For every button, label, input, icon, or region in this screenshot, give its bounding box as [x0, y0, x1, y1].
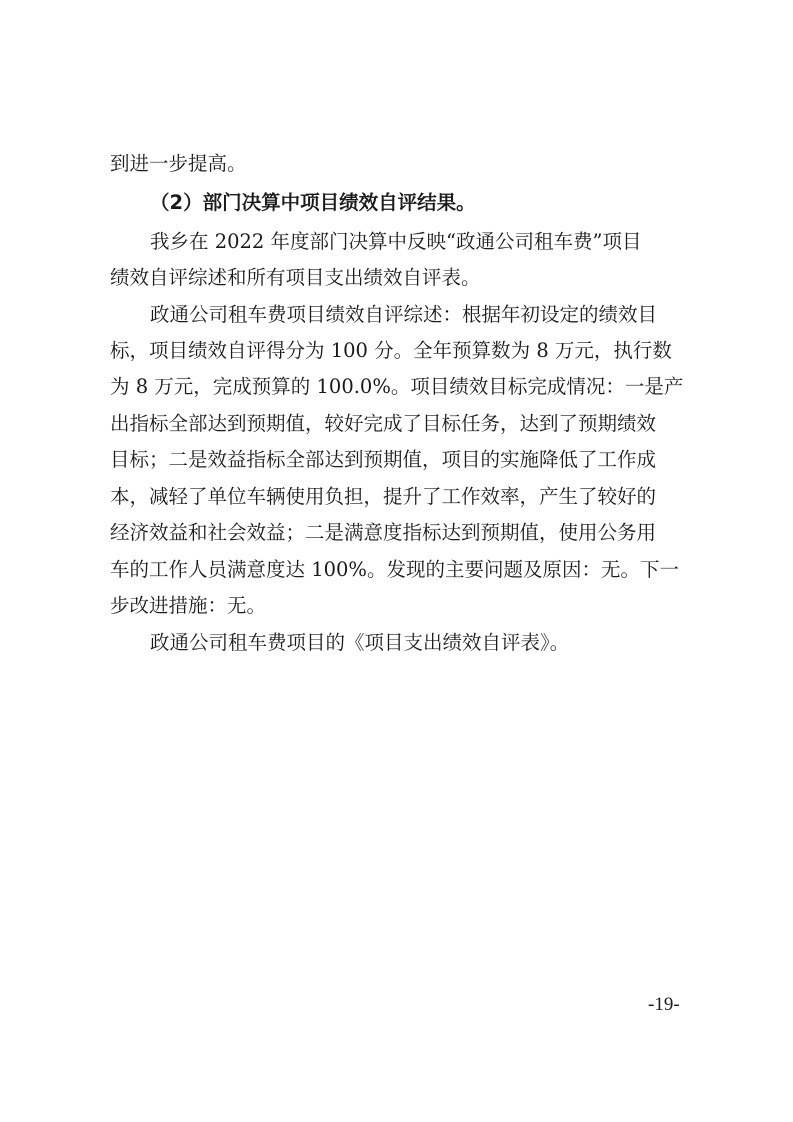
page-number: -19-: [648, 994, 680, 1015]
paragraph-line: 政通公司租车费项目的《项目支出绩效自评表》。: [150, 631, 570, 654]
paragraph-line: 车的工作人员满意度达 100%。发现的主要问题及原因：无。下一: [110, 558, 679, 581]
paragraph-line: 标，项目绩效自评得分为 100 分。全年预算数为 8 万元，执行数: [110, 339, 672, 362]
section-heading: （2）部门决算中项目绩效自评结果。: [150, 191, 476, 214]
paragraph-line: 政通公司租车费项目绩效自评综述：根据年初设定的绩效目: [150, 303, 658, 326]
paragraph-line: 绩效自评综述和所有项目支出绩效自评表。: [110, 266, 481, 289]
paragraph-line: 为 8 万元，完成预算的 100.0%。项目绩效目标完成情况：一是产: [110, 375, 684, 398]
continuation-text: 到进一步提高。: [110, 152, 247, 175]
paragraph-line: 目标；二是效益指标全部达到预期值，项目的实施降低了工作成: [110, 448, 657, 471]
paragraph-line: 步改进措施：无。: [110, 594, 267, 617]
paragraph-line: 经济效益和社会效益；二是满意度指标达到预期值，使用公务用: [110, 521, 657, 544]
paragraph-line: 本，减轻了单位车辆使用负担，提升了工作效率，产生了较好的: [110, 485, 657, 508]
paragraph-line: 我乡在 2022 年度部门决算中反映“政通公司租车费”项目: [150, 230, 642, 253]
paragraph-line: 出指标全部达到预期值，较好完成了目标任务，达到了预期绩效: [110, 412, 657, 435]
